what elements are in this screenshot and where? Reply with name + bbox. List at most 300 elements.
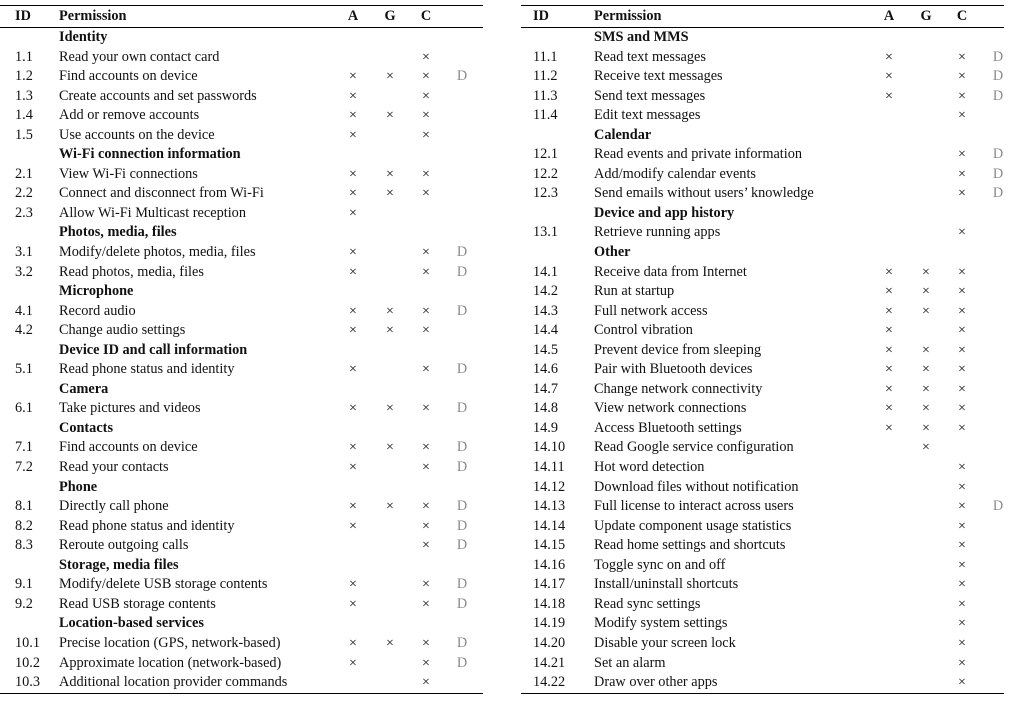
mark-a: × [885,69,893,85]
dangerous-flag: D [992,68,1004,85]
permission-name: Install/uninstall shortcuts [594,576,739,593]
section-heading-row [0,614,483,634]
mark-c: × [958,166,966,182]
permission-name: Read events and private information [594,146,803,163]
table-row [0,399,483,419]
permission-name: Full license to interact across users [594,498,794,515]
mark-a: × [885,264,893,280]
permission-name: Control vibration [594,322,693,339]
mark-c: × [422,538,430,554]
dangerous-flag: D [992,48,1004,65]
mark-a: × [885,284,893,300]
header-permission: Permission [594,8,662,24]
dangerous-flag: D [992,146,1004,163]
mark-c: × [958,284,966,300]
table-row [521,106,1004,126]
mark-a: × [885,342,893,358]
table-row [521,575,1004,595]
section-heading: Camera [59,380,109,397]
mark-g: × [386,108,394,124]
mark-c: × [422,401,430,417]
permission-id: 14.11 [533,459,565,476]
mark-c: × [958,264,966,280]
mark-c: × [958,401,966,417]
section-heading: Photos, media, files [59,224,177,241]
table-row [0,302,483,322]
header-g: G [384,8,396,24]
permission-name: Read home settings and shortcuts [594,537,786,554]
mark-c: × [958,479,966,495]
permission-id: 4.2 [15,322,33,339]
bottom-rule [0,693,483,694]
mark-g: × [922,264,930,280]
dangerous-flag: D [456,263,468,280]
header-g: G [920,8,932,24]
header-a: A [883,8,895,24]
table-row [521,341,1004,361]
permission-id: 14.21 [533,654,566,671]
mark-c: × [422,127,430,143]
permission-id: 14.9 [533,419,559,436]
section-heading-row [0,341,483,361]
table-row [521,399,1004,419]
section-heading: Wi-Fi connection information [59,146,241,163]
permission-name: Find accounts on device [59,68,198,85]
permission-id: 14.15 [533,537,566,554]
permission-name: Directly call phone [59,498,169,515]
permission-id: 12.2 [533,165,559,182]
mark-c: × [958,499,966,515]
permission-name: Run at startup [594,283,675,300]
permission-name: Receive data from Internet [594,263,747,280]
mark-a: × [885,420,893,436]
mark-g: × [922,303,930,319]
mark-a: × [349,88,357,104]
dangerous-flag: D [456,576,468,593]
table-row [0,360,483,380]
permission-name: Read phone status and identity [59,361,235,378]
table-row [0,87,483,107]
permission-id: 14.7 [533,380,559,397]
mark-a: × [349,303,357,319]
mark-g: × [386,323,394,339]
mark-g: × [922,284,930,300]
table-row [0,243,483,263]
dangerous-flag: D [456,439,468,456]
mark-c: × [958,616,966,632]
mark-c: × [958,147,966,163]
table-row [521,67,1004,87]
section-heading: Storage, media files [59,556,179,573]
mark-c: × [422,49,430,65]
table-row [0,517,483,537]
mark-g: × [922,440,930,456]
dangerous-flag: D [456,459,468,476]
permission-id: 14.8 [533,400,559,417]
mark-a: × [349,499,357,515]
section-heading: Device and app history [594,204,735,221]
permission-name: Edit text messages [594,107,701,124]
permission-name: Create accounts and set passwords [59,87,257,104]
table-row [0,321,483,341]
mark-c: × [422,362,430,378]
mark-c: × [958,538,966,554]
mark-a: × [349,69,357,85]
table-row [521,654,1004,674]
table-row [0,48,483,68]
mark-c: × [422,69,430,85]
permissions-table-left [0,5,483,694]
table-row [0,184,483,204]
permission-id: 1.2 [15,68,33,85]
mark-a: × [349,635,357,651]
mark-c: × [422,323,430,339]
mark-a: × [349,577,357,593]
table-row [0,106,483,126]
section-heading-row [0,223,483,243]
mark-a: × [885,303,893,319]
mark-c: × [422,166,430,182]
mark-g: × [922,420,930,436]
dangerous-flag: D [456,400,468,417]
table-row [521,438,1004,458]
permission-name: Change network connectivity [594,380,763,397]
mark-a: × [885,362,893,378]
mark-c: × [422,596,430,612]
permission-id: 11.3 [533,87,558,104]
section-heading-row [0,380,483,400]
mark-c: × [422,499,430,515]
section-heading: Device ID and call information [59,341,248,358]
section-heading: Contacts [59,419,114,436]
header-c: C [420,8,432,24]
section-heading: Location-based services [59,615,204,632]
table-row [521,634,1004,654]
mark-c: × [422,186,430,202]
permission-name: Hot word detection [594,459,705,476]
mark-c: × [422,577,430,593]
permission-id: 11.1 [533,48,558,65]
table-row [521,536,1004,556]
mark-a: × [885,401,893,417]
table-row [0,458,483,478]
table-row [521,556,1004,576]
table-row [0,263,483,283]
permission-name: Read USB storage contents [59,595,216,612]
table-row [0,165,483,185]
permission-name: Read sync settings [594,595,701,612]
table-row [521,87,1004,107]
mark-g: × [386,401,394,417]
permission-id: 14.19 [533,615,566,632]
table-body-left [0,28,483,693]
permission-name: Read photos, media, files [59,263,204,280]
mark-c: × [958,108,966,124]
mark-c: × [958,420,966,436]
table-row [0,126,483,146]
mark-c: × [422,108,430,124]
permission-name: Precise location (GPS, network-based) [59,634,281,651]
permission-id: 7.2 [15,459,33,476]
permission-id: 14.13 [533,498,566,515]
section-heading: SMS and MMS [594,29,689,45]
bottom-rule [521,693,1004,694]
mark-c: × [422,88,430,104]
permission-id: 6.1 [15,400,33,417]
permission-id: 11.2 [533,68,558,85]
section-heading-row [0,282,483,302]
permission-name: Disable your screen lock [594,634,736,651]
permission-id: 8.2 [15,517,33,534]
mark-g: × [386,303,394,319]
mark-c: × [958,323,966,339]
mark-g: × [386,499,394,515]
permission-name: Connect and disconnect from Wi-Fi [59,185,264,202]
permission-name: Access Bluetooth settings [594,419,742,436]
mark-a: × [349,108,357,124]
mark-c: × [958,69,966,85]
permission-id: 8.1 [15,498,33,515]
mark-a: × [349,166,357,182]
permission-name: Add/modify calendar events [594,165,756,182]
permission-name: Prevent device from sleeping [594,341,762,358]
permission-id: 12.1 [533,146,559,163]
permission-id: 13.1 [533,224,559,241]
mark-a: × [349,596,357,612]
mark-g: × [922,381,930,397]
dangerous-flag: D [992,165,1004,182]
mark-g: × [386,186,394,202]
dangerous-flag: D [992,87,1004,104]
table-row [0,204,483,224]
table-row [521,360,1004,380]
section-heading-row [0,419,483,439]
permission-id: 14.22 [533,674,566,691]
permission-name: Use accounts on the device [59,126,215,143]
permission-name: Find accounts on device [59,439,198,456]
section-heading: Identity [59,29,108,45]
table-row [0,67,483,87]
mark-a: × [349,440,357,456]
table-row [521,595,1004,615]
mark-g: × [386,440,394,456]
permission-name: Take pictures and videos [59,400,201,417]
section-heading: Phone [59,478,98,495]
mark-a: × [349,323,357,339]
section-heading-row [521,126,1004,146]
table-header [0,6,483,27]
permission-name: Change audio settings [59,322,186,339]
mark-a: × [349,186,357,202]
table-row [521,282,1004,302]
dangerous-flag: D [992,498,1004,515]
permission-id: 14.2 [533,283,559,300]
table-row [521,263,1004,283]
permission-name: Read Google service configuration [594,439,794,456]
dangerous-flag: D [456,517,468,534]
mark-c: × [422,518,430,534]
table-row [521,517,1004,537]
mark-a: × [885,88,893,104]
mark-a: × [885,381,893,397]
table-row [521,419,1004,439]
table-row [521,614,1004,634]
dangerous-flag: D [456,361,468,378]
mark-c: × [958,460,966,476]
mark-g: × [386,69,394,85]
section-heading-row [0,556,483,576]
mark-c: × [422,675,430,691]
permission-name: Send emails without users’ knowledge [594,185,814,202]
header-permission: Permission [59,8,127,24]
table-row [521,302,1004,322]
mark-c: × [958,518,966,534]
mark-c: × [958,577,966,593]
mark-a: × [349,245,357,261]
mark-a: × [349,264,357,280]
permission-name: Download files without notification [594,478,799,495]
permission-id: 9.2 [15,595,33,612]
section-heading-row [0,28,483,48]
permission-name: View network connections [594,400,747,417]
permission-id: 14.1 [533,263,559,280]
permission-id: 14.5 [533,341,559,358]
permission-name: Allow Wi-Fi Multicast reception [59,204,246,221]
mark-c: × [958,88,966,104]
permission-name: View Wi-Fi connections [59,165,198,182]
permission-name: Modify/delete USB storage contents [59,576,268,593]
mark-a: × [885,323,893,339]
table-row [0,575,483,595]
mark-c: × [958,49,966,65]
section-heading: Microphone [59,283,134,300]
mark-g: × [922,342,930,358]
table-row [521,184,1004,204]
section-heading-row [0,145,483,165]
permission-id: 3.2 [15,263,33,280]
permission-id: 14.20 [533,634,566,651]
table-row [521,497,1004,517]
dangerous-flag: D [456,595,468,612]
section-heading-row [0,478,483,498]
mark-c: × [958,342,966,358]
dangerous-flag: D [456,537,468,554]
table-row [0,673,483,693]
permission-id: 10.3 [15,674,41,691]
mark-c: × [958,362,966,378]
permission-id: 9.1 [15,576,33,593]
permission-name: Full network access [594,302,708,319]
permission-id: 4.1 [15,302,33,319]
permission-name: Reroute outgoing calls [59,537,189,554]
mark-c: × [958,675,966,691]
permission-id: 2.2 [15,185,33,202]
permission-name: Modify system settings [594,615,728,632]
permission-id: 14.14 [533,517,566,534]
section-heading: Calendar [594,126,652,143]
table-row [521,380,1004,400]
table-body-right [521,28,1004,693]
permission-name: Read your own contact card [59,48,220,65]
mark-g: × [386,166,394,182]
dangerous-flag: D [456,654,468,671]
mark-a: × [349,127,357,143]
permission-name: Pair with Bluetooth devices [594,361,753,378]
permission-id: 5.1 [15,361,33,378]
mark-c: × [422,264,430,280]
table-row [521,458,1004,478]
permission-id: 14.12 [533,478,566,495]
permissions-table-right [521,5,1004,694]
permission-id: 3.1 [15,244,33,261]
permission-name: Update component usage statistics [594,517,792,534]
mark-a: × [349,362,357,378]
header-id: ID [533,8,549,24]
mark-c: × [422,460,430,476]
mark-c: × [958,655,966,671]
permission-id: 2.1 [15,165,33,182]
mark-c: × [958,225,966,241]
header-a: A [347,8,359,24]
permission-id: 10.2 [15,654,41,671]
permission-name: Read your contacts [59,459,169,476]
mark-c: × [958,635,966,651]
section-heading-row [521,28,1004,48]
permission-id: 2.3 [15,204,33,221]
table-row [0,654,483,674]
permission-name: Record audio [59,302,136,319]
mark-c: × [422,303,430,319]
header-id: ID [15,8,31,24]
permission-id: 14.4 [533,322,559,339]
table-row [521,145,1004,165]
permission-name: Approximate location (network-based) [59,654,282,671]
mark-a: × [885,49,893,65]
permission-id: 14.3 [533,302,559,319]
permission-name: Add or remove accounts [59,107,200,124]
permission-id: 10.1 [15,634,41,651]
mark-c: × [422,440,430,456]
permission-name: Read phone status and identity [59,517,235,534]
table-row [0,438,483,458]
permission-id: 1.5 [15,126,33,143]
table-row [521,321,1004,341]
mark-a: × [349,518,357,534]
dangerous-flag: D [456,244,468,261]
mark-a: × [349,655,357,671]
permission-id: 14.17 [533,576,566,593]
permission-name: Additional location provider commands [59,674,288,691]
permission-id: 14.6 [533,361,559,378]
mark-a: × [349,205,357,221]
section-heading: Other [594,244,631,261]
header-c: C [956,8,968,24]
table-row [0,634,483,654]
mark-c: × [958,186,966,202]
table-row [521,673,1004,693]
mark-c: × [958,596,966,612]
permission-id: 1.4 [15,107,33,124]
dangerous-flag: D [456,498,468,515]
mark-c: × [422,635,430,651]
permission-id: 12.3 [533,185,559,202]
permission-name: Receive text messages [594,68,723,85]
table-row [0,595,483,615]
mark-a: × [349,401,357,417]
permission-name: Retrieve running apps [594,224,721,241]
mark-c: × [422,245,430,261]
table-row [521,223,1004,243]
